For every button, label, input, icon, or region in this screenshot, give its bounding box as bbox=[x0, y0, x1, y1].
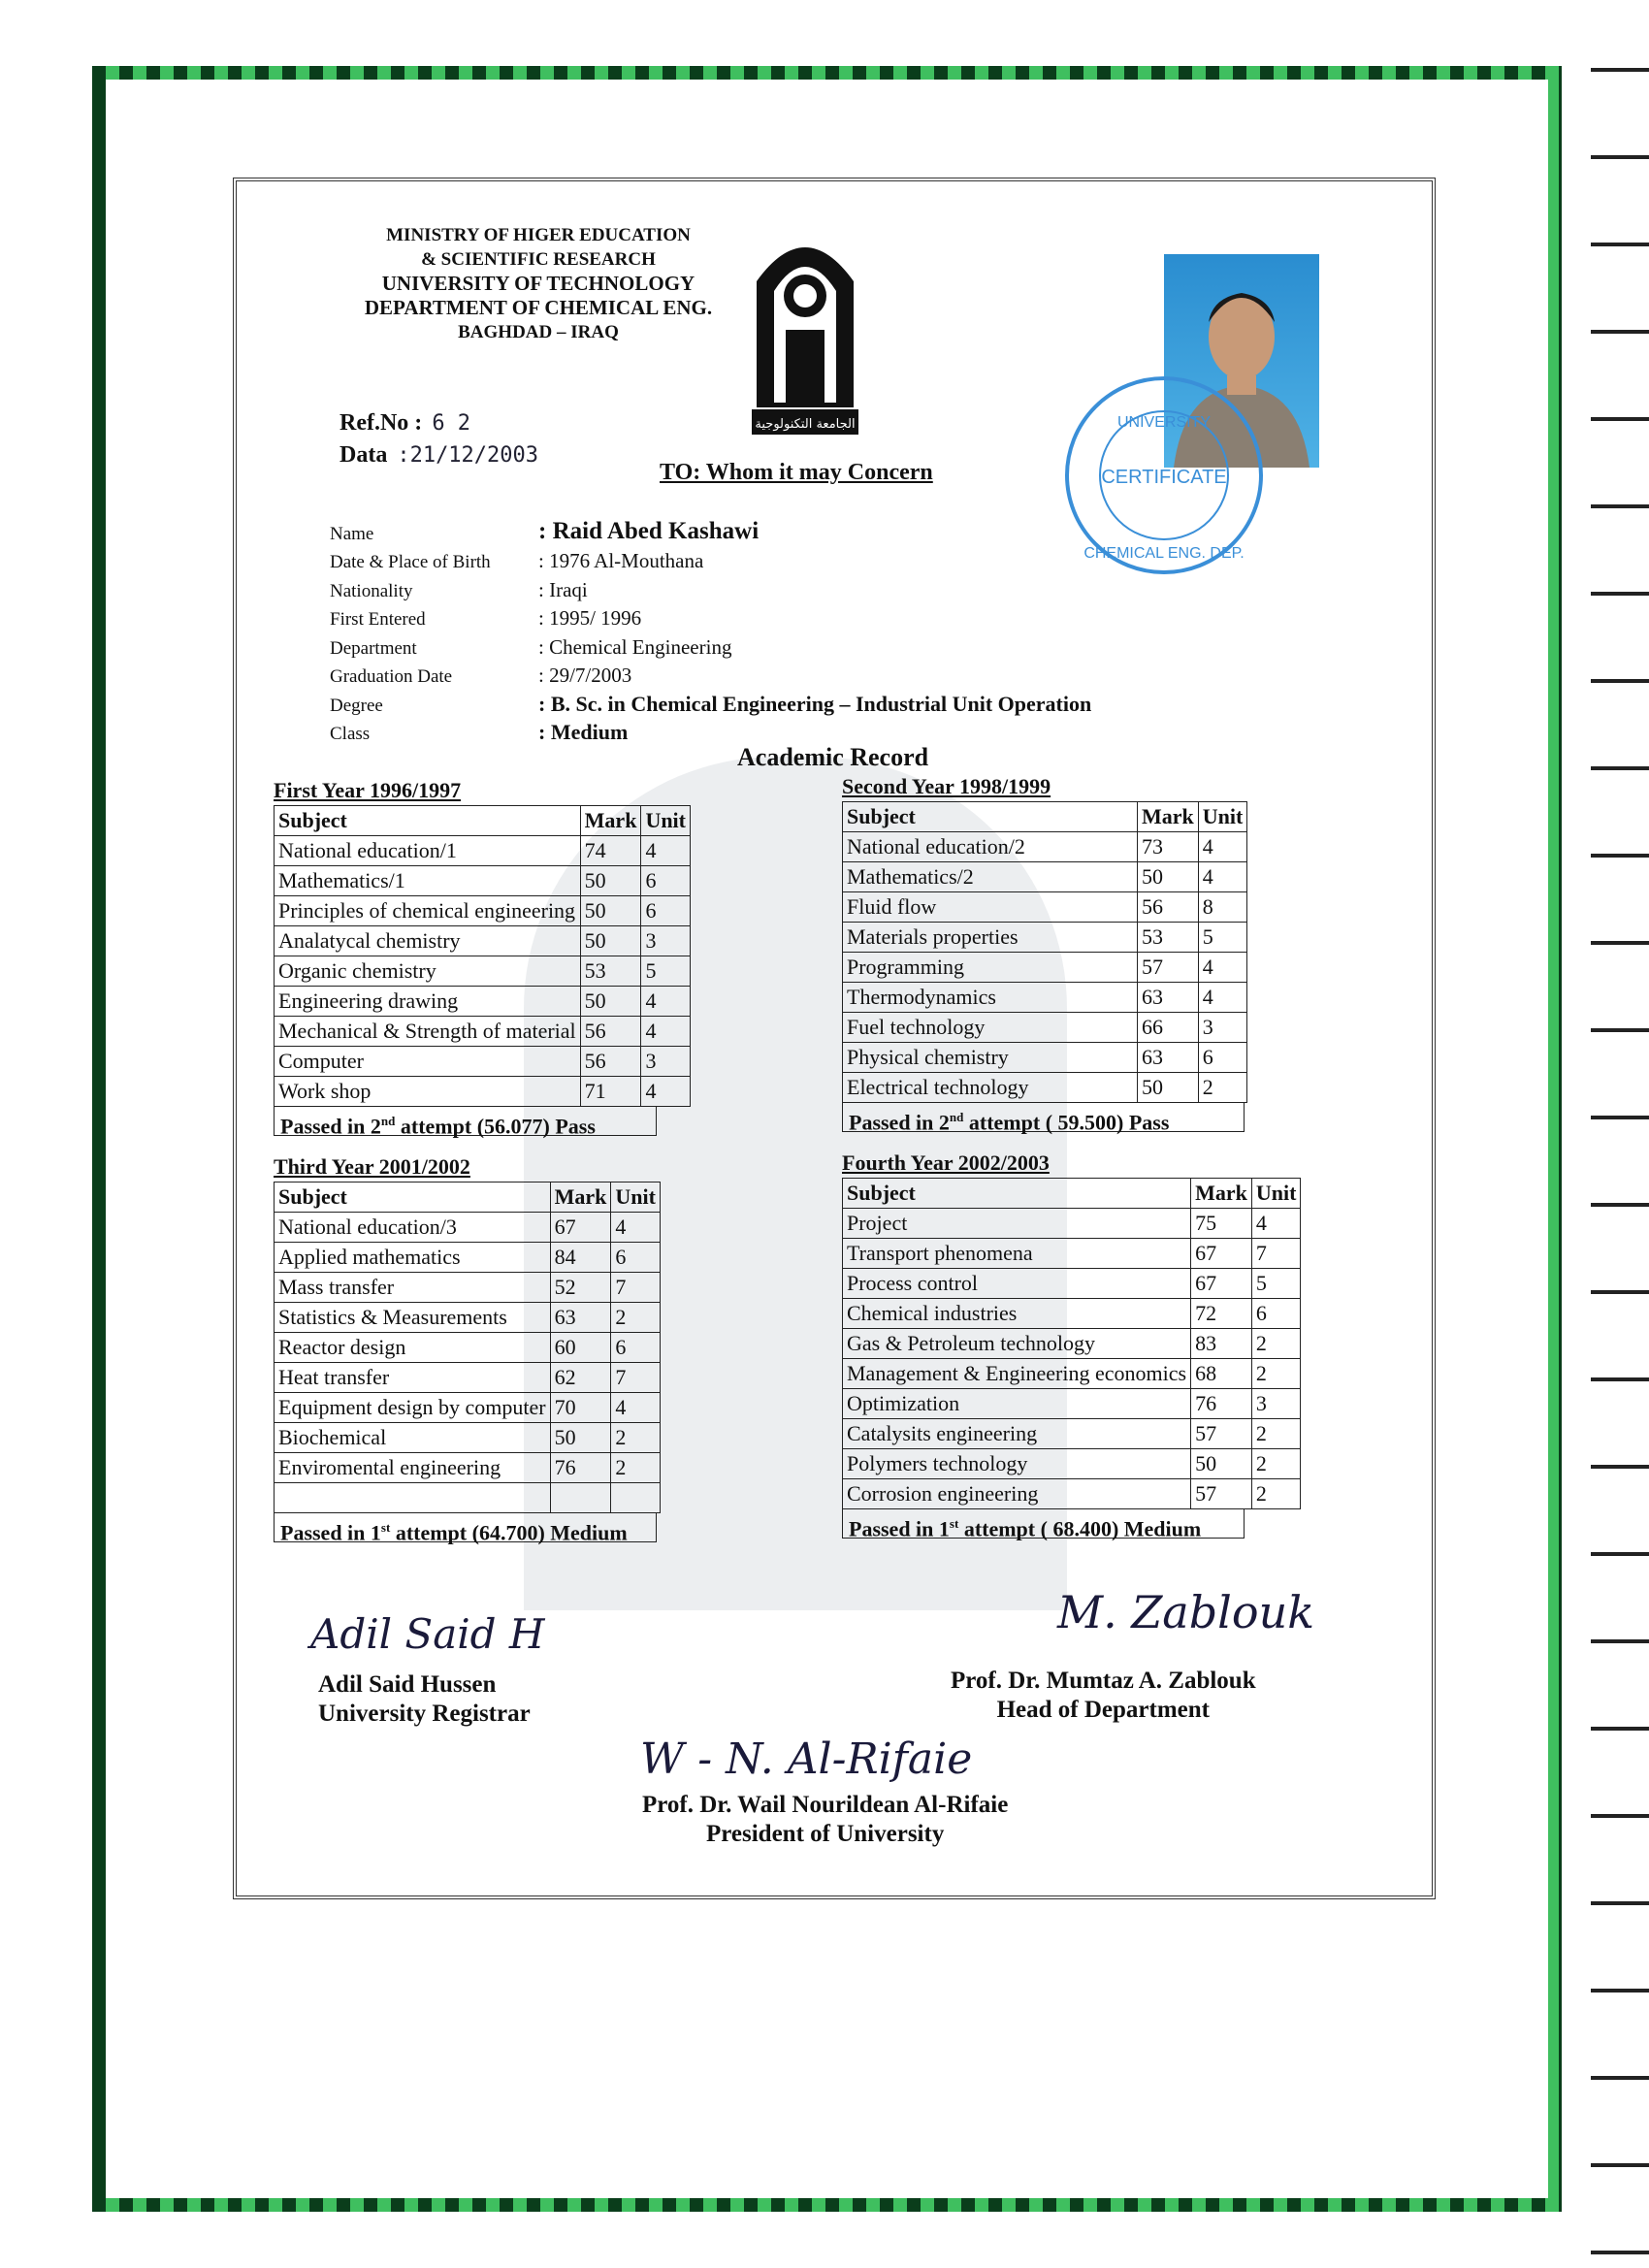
table-row bbox=[275, 1453, 661, 1483]
cell-subject: Programming bbox=[843, 953, 1138, 983]
info-label: Department bbox=[330, 637, 417, 659]
cell-mark: 84 bbox=[550, 1243, 611, 1273]
info-value: : Chemical Engineering bbox=[538, 634, 732, 659]
attempt-result: attempt ( 68.400) Medium bbox=[958, 1516, 1202, 1541]
table-row bbox=[843, 1419, 1301, 1449]
cell-subject: Mathematics/2 bbox=[843, 862, 1138, 892]
table-row bbox=[275, 1047, 691, 1077]
table-row bbox=[275, 1273, 661, 1303]
column-header-unit: Unit bbox=[1198, 802, 1247, 832]
table-row bbox=[275, 1303, 661, 1333]
cell-unit: 3 bbox=[641, 926, 691, 956]
cell-unit: 6 bbox=[611, 1243, 661, 1273]
cell-mark: 68 bbox=[1191, 1359, 1252, 1389]
reference-block bbox=[340, 407, 538, 471]
cell-unit: 4 bbox=[641, 1077, 691, 1107]
grades-table bbox=[842, 1178, 1301, 1509]
cell-subject: Biochemical bbox=[275, 1423, 551, 1453]
cell-mark: 76 bbox=[1191, 1389, 1252, 1419]
cell-mark: 74 bbox=[580, 836, 641, 866]
passed-text: Passed in 1 bbox=[849, 1516, 950, 1541]
cell-mark: 53 bbox=[580, 956, 641, 987]
president-block bbox=[642, 1791, 1008, 1849]
table-header-row bbox=[843, 1179, 1301, 1209]
table-row bbox=[843, 923, 1247, 953]
table-row bbox=[843, 862, 1247, 892]
cell-unit: 7 bbox=[611, 1273, 661, 1303]
info-value: : 1976 Al-Mouthana bbox=[538, 549, 704, 572]
cell-subject: Reactor design bbox=[275, 1333, 551, 1363]
table-row bbox=[843, 1013, 1247, 1043]
city-line: BAGHDAD – IRAQ bbox=[458, 322, 619, 342]
cell-subject: National education/1 bbox=[275, 836, 581, 866]
table-row bbox=[275, 1077, 691, 1107]
table-row bbox=[843, 1073, 1247, 1103]
cell-subject: National education/2 bbox=[843, 832, 1138, 862]
cell-unit: 6 bbox=[641, 866, 691, 896]
cell-unit: 6 bbox=[1198, 1043, 1247, 1073]
year-block-4 bbox=[842, 1149, 1301, 1539]
cell-mark: 50 bbox=[580, 926, 641, 956]
university-name: UNIVERSITY OF TECHNOLOGY bbox=[381, 272, 695, 295]
cell-unit: 5 bbox=[1198, 923, 1247, 953]
cell-unit: 6 bbox=[611, 1333, 661, 1363]
attempt-ordinal: st bbox=[380, 1520, 391, 1535]
scan-binding-edge bbox=[1591, 0, 1649, 2268]
column-header-unit: Unit bbox=[611, 1183, 661, 1213]
info-row bbox=[330, 688, 1091, 717]
cell-subject: Chemical industries bbox=[843, 1299, 1191, 1329]
cell-mark: 50 bbox=[1138, 1073, 1199, 1103]
institution-header bbox=[320, 223, 757, 344]
info-row bbox=[330, 660, 1091, 689]
cell-mark: 67 bbox=[1191, 1269, 1252, 1299]
cell-subject: Organic chemistry bbox=[275, 956, 581, 987]
cell-mark: 67 bbox=[550, 1213, 611, 1243]
year-block-1 bbox=[274, 776, 691, 1139]
cell-subject: Mass transfer bbox=[275, 1273, 551, 1303]
cell-unit: 2 bbox=[1198, 1073, 1247, 1103]
logo-caption: الجامعة التكنولوجية bbox=[755, 417, 856, 432]
cell-subject: Engineering drawing bbox=[275, 987, 581, 1017]
cell-subject: Analatycal chemistry bbox=[275, 926, 581, 956]
cell-unit: 4 bbox=[1198, 862, 1247, 892]
cell-subject: Corrosion engineering bbox=[843, 1479, 1191, 1509]
president-title: President of University bbox=[705, 1821, 945, 1847]
table-row bbox=[843, 1359, 1301, 1389]
cell-mark: 57 bbox=[1138, 953, 1199, 983]
cell-unit: 2 bbox=[1251, 1479, 1301, 1509]
university-logo bbox=[747, 223, 863, 441]
attempt-result: attempt (64.700) Medium bbox=[390, 1520, 628, 1545]
cell-mark: 50 bbox=[1191, 1449, 1252, 1479]
table-row bbox=[275, 1017, 691, 1047]
info-row bbox=[330, 516, 1091, 545]
addressee: TO: Whom it may Concern bbox=[660, 460, 933, 485]
cell-mark: 83 bbox=[1191, 1329, 1252, 1359]
info-label: Degree bbox=[330, 695, 383, 716]
ministry-line: MINISTRY OF HIGER EDUCATION bbox=[386, 225, 691, 245]
cell-mark: 52 bbox=[550, 1273, 611, 1303]
passed-summary bbox=[842, 1509, 1245, 1539]
info-row bbox=[330, 631, 1091, 660]
year-block-2 bbox=[842, 772, 1247, 1135]
passed-text: Passed in 1 bbox=[280, 1520, 381, 1545]
table-row bbox=[275, 926, 691, 956]
table-row bbox=[275, 1483, 661, 1513]
cell-subject: Computer bbox=[275, 1047, 581, 1077]
table-row bbox=[275, 866, 691, 896]
cell-unit: 2 bbox=[1251, 1449, 1301, 1479]
cell-subject: Thermodynamics bbox=[843, 983, 1138, 1013]
table-header-row bbox=[275, 806, 691, 836]
cell-unit: 4 bbox=[641, 836, 691, 866]
cell-unit: 5 bbox=[1251, 1269, 1301, 1299]
year-title: First Year 1996/1997 bbox=[274, 778, 462, 802]
cell-unit: 2 bbox=[611, 1423, 661, 1453]
table-row bbox=[275, 1423, 661, 1453]
cell-unit: 3 bbox=[1198, 1013, 1247, 1043]
table-row bbox=[843, 1209, 1301, 1239]
cell-unit: 4 bbox=[641, 1017, 691, 1047]
column-header-mark: Mark bbox=[580, 806, 641, 836]
date-label: Data bbox=[340, 442, 388, 468]
cell-subject: Optimization bbox=[843, 1389, 1191, 1419]
cell-unit: 4 bbox=[1198, 832, 1247, 862]
cell-subject: Gas & Petroleum technology bbox=[843, 1329, 1191, 1359]
table-row bbox=[275, 836, 691, 866]
cell-unit: 4 bbox=[611, 1393, 661, 1423]
attempt-result: attempt ( 59.500) Pass bbox=[963, 1110, 1170, 1135]
cell-unit: 4 bbox=[1198, 953, 1247, 983]
cell-mark: 63 bbox=[1138, 983, 1199, 1013]
cell-subject: Mathematics/1 bbox=[275, 866, 581, 896]
registrar-signature: Adil Said H bbox=[310, 1610, 545, 1658]
passed-text: Passed in 2 bbox=[849, 1110, 950, 1135]
registrar-name: Adil Said Hussen bbox=[318, 1671, 497, 1698]
year-title: Second Year 1998/1999 bbox=[842, 774, 1051, 798]
ref-value: 6 2 bbox=[432, 411, 471, 436]
department-name: DEPARTMENT OF CHEMICAL ENG. bbox=[364, 296, 713, 319]
cell-mark: 57 bbox=[1191, 1479, 1252, 1509]
cell-subject: Mechanical & Strength of material bbox=[275, 1017, 581, 1047]
cell-subject: Transport phenomena bbox=[843, 1239, 1191, 1269]
cell-unit: 3 bbox=[641, 1047, 691, 1077]
cell-mark: 50 bbox=[1138, 862, 1199, 892]
attempt-ordinal: st bbox=[949, 1516, 959, 1531]
cell-mark bbox=[550, 1483, 611, 1513]
grades-table bbox=[274, 1182, 661, 1513]
cell-subject: Statistics & Measurements bbox=[275, 1303, 551, 1333]
table-row bbox=[275, 1393, 661, 1423]
cell-mark: 72 bbox=[1191, 1299, 1252, 1329]
cell-unit: 4 bbox=[1198, 983, 1247, 1013]
column-header-mark: Mark bbox=[1138, 802, 1199, 832]
cell-subject: Project bbox=[843, 1209, 1191, 1239]
cell-mark: 71 bbox=[580, 1077, 641, 1107]
cell-subject: Process control bbox=[843, 1269, 1191, 1299]
cell-subject: Principles of chemical engineering bbox=[275, 896, 581, 926]
head-title: Head of Department bbox=[996, 1697, 1210, 1723]
passed-summary bbox=[842, 1103, 1245, 1135]
info-label: Name bbox=[330, 523, 374, 544]
table-row bbox=[275, 1213, 661, 1243]
year-title: Fourth Year 2002/2003 bbox=[842, 1150, 1050, 1175]
cell-subject: Electrical technology bbox=[843, 1073, 1138, 1103]
table-row bbox=[843, 1329, 1301, 1359]
cell-unit: 6 bbox=[641, 896, 691, 926]
cell-unit: 7 bbox=[611, 1363, 661, 1393]
column-header-mark: Mark bbox=[550, 1183, 611, 1213]
table-row bbox=[843, 953, 1247, 983]
cell-mark: 63 bbox=[1138, 1043, 1199, 1073]
cell-unit: 7 bbox=[1251, 1239, 1301, 1269]
cell-mark: 76 bbox=[550, 1453, 611, 1483]
info-row bbox=[330, 602, 1091, 632]
cell-mark: 70 bbox=[550, 1393, 611, 1423]
table-row bbox=[843, 892, 1247, 923]
table-row bbox=[275, 1363, 661, 1393]
info-value: : Iraqi bbox=[538, 577, 588, 601]
table-row bbox=[843, 1269, 1301, 1299]
stamp-text-top: UNIVERSITY bbox=[1116, 414, 1212, 431]
head-block bbox=[951, 1667, 1256, 1725]
info-label: Graduation Date bbox=[330, 666, 453, 687]
info-label: Class bbox=[330, 724, 371, 744]
cell-unit: 8 bbox=[1198, 892, 1247, 923]
passed-text: Passed in 2 bbox=[280, 1114, 381, 1139]
table-header-row bbox=[275, 1183, 661, 1213]
cell-mark: 67 bbox=[1191, 1239, 1252, 1269]
cell-subject: Catalysits engineering bbox=[843, 1419, 1191, 1449]
year-block-3 bbox=[274, 1152, 661, 1545]
cell-subject: Heat transfer bbox=[275, 1363, 551, 1393]
passed-summary bbox=[274, 1107, 657, 1139]
cell-unit: 4 bbox=[641, 987, 691, 1017]
info-value: : Raid Abed Kashawi bbox=[538, 517, 760, 544]
cell-subject: Fluid flow bbox=[843, 892, 1138, 923]
year-title: Third Year 2001/2002 bbox=[274, 1154, 470, 1179]
cell-mark: 60 bbox=[550, 1333, 611, 1363]
info-row bbox=[330, 545, 1091, 574]
grades-table bbox=[274, 805, 691, 1107]
registrar-block bbox=[318, 1670, 531, 1729]
cell-subject: Physical chemistry bbox=[843, 1043, 1138, 1073]
ref-label: Ref.No : bbox=[340, 410, 423, 436]
cell-mark: 56 bbox=[580, 1017, 641, 1047]
grades-table bbox=[842, 801, 1247, 1103]
cell-mark: 73 bbox=[1138, 832, 1199, 862]
column-header-subject: Subject bbox=[275, 806, 581, 836]
table-row bbox=[843, 1389, 1301, 1419]
info-label: Nationality bbox=[330, 580, 413, 601]
cell-subject: Enviromental engineering bbox=[275, 1453, 551, 1483]
cell-unit: 2 bbox=[1251, 1359, 1301, 1389]
cell-subject: Applied mathematics bbox=[275, 1243, 551, 1273]
cell-mark: 50 bbox=[580, 987, 641, 1017]
column-header-subject: Subject bbox=[843, 802, 1138, 832]
attempt-ordinal: nd bbox=[949, 1110, 964, 1124]
info-value: : Medium bbox=[538, 720, 629, 744]
table-row bbox=[275, 956, 691, 987]
cell-subject: Fuel technology bbox=[843, 1013, 1138, 1043]
column-header-subject: Subject bbox=[275, 1183, 551, 1213]
cell-unit: 5 bbox=[641, 956, 691, 987]
attempt-result: attempt (56.077) Pass bbox=[395, 1114, 596, 1139]
table-row bbox=[843, 1239, 1301, 1269]
info-value: : 29/7/2003 bbox=[538, 664, 632, 687]
cell-mark: 56 bbox=[580, 1047, 641, 1077]
table-row bbox=[843, 1479, 1301, 1509]
cell-unit bbox=[611, 1483, 661, 1513]
cell-unit: 2 bbox=[611, 1453, 661, 1483]
cell-subject: Polymers technology bbox=[843, 1449, 1191, 1479]
cell-unit: 4 bbox=[611, 1213, 661, 1243]
table-row bbox=[275, 896, 691, 926]
president-signature: W - N. Al-Rifaie bbox=[640, 1734, 973, 1784]
table-row bbox=[275, 1333, 661, 1363]
cell-subject bbox=[275, 1483, 551, 1513]
cell-mark: 57 bbox=[1191, 1419, 1252, 1449]
column-header-mark: Mark bbox=[1191, 1179, 1252, 1209]
table-header-row bbox=[843, 802, 1247, 832]
cell-mark: 50 bbox=[550, 1423, 611, 1453]
info-row bbox=[330, 717, 1091, 746]
table-row bbox=[275, 987, 691, 1017]
cell-unit: 2 bbox=[1251, 1419, 1301, 1449]
column-header-unit: Unit bbox=[1251, 1179, 1301, 1209]
column-header-unit: Unit bbox=[641, 806, 691, 836]
table-row bbox=[843, 832, 1247, 862]
cell-subject: Work shop bbox=[275, 1077, 581, 1107]
cell-mark: 50 bbox=[580, 896, 641, 926]
info-value: : 1995/ 1996 bbox=[538, 606, 642, 630]
stamp-text-bottom: CHEMICAL ENG. DEP. bbox=[1083, 545, 1245, 562]
info-label: First Entered bbox=[330, 609, 426, 630]
cell-subject: National education/3 bbox=[275, 1213, 551, 1243]
cell-mark: 50 bbox=[580, 866, 641, 896]
stamp-text-mid: CERTIFICATE bbox=[1101, 467, 1227, 488]
date-value: :21/12/2003 bbox=[397, 443, 539, 468]
info-row bbox=[330, 573, 1091, 602]
cell-unit: 2 bbox=[1251, 1329, 1301, 1359]
table-row bbox=[843, 1043, 1247, 1073]
table-row bbox=[275, 1243, 661, 1273]
info-value: : B. Sc. in Chemical Engineering – Industrial Unit Operation bbox=[538, 691, 1092, 716]
cell-subject: Materials properties bbox=[843, 923, 1138, 953]
registrar-title: University Registrar bbox=[318, 1701, 531, 1727]
column-header-subject: Subject bbox=[843, 1179, 1191, 1209]
passed-summary bbox=[274, 1513, 657, 1545]
head-name: Prof. Dr. Mumtaz A. Zablouk bbox=[951, 1668, 1256, 1694]
attempt-ordinal: nd bbox=[380, 1114, 396, 1128]
cell-unit: 6 bbox=[1251, 1299, 1301, 1329]
table-row bbox=[843, 1299, 1301, 1329]
academic-record-title: Academic Record bbox=[737, 743, 929, 771]
cell-unit: 2 bbox=[611, 1303, 661, 1333]
cell-mark: 75 bbox=[1191, 1209, 1252, 1239]
table-row bbox=[843, 1449, 1301, 1479]
cell-mark: 53 bbox=[1138, 923, 1199, 953]
cell-subject: Management & Engineering economics bbox=[843, 1359, 1191, 1389]
cell-subject: Equipment design by computer bbox=[275, 1393, 551, 1423]
cell-mark: 56 bbox=[1138, 892, 1199, 923]
info-label: Date & Place of Birth bbox=[330, 552, 491, 572]
cell-unit: 4 bbox=[1251, 1209, 1301, 1239]
cell-unit: 3 bbox=[1251, 1389, 1301, 1419]
head-signature: M. Zablouk bbox=[1057, 1586, 1315, 1638]
cell-mark: 63 bbox=[550, 1303, 611, 1333]
student-info bbox=[330, 516, 1091, 745]
president-name: Prof. Dr. Wail Nourildean Al-Rifaie bbox=[642, 1792, 1009, 1818]
ministry-line-2: & SCIENTIFIC RESEARCH bbox=[421, 249, 656, 270]
cell-mark: 66 bbox=[1138, 1013, 1199, 1043]
table-row bbox=[843, 983, 1247, 1013]
cell-mark: 62 bbox=[550, 1363, 611, 1393]
